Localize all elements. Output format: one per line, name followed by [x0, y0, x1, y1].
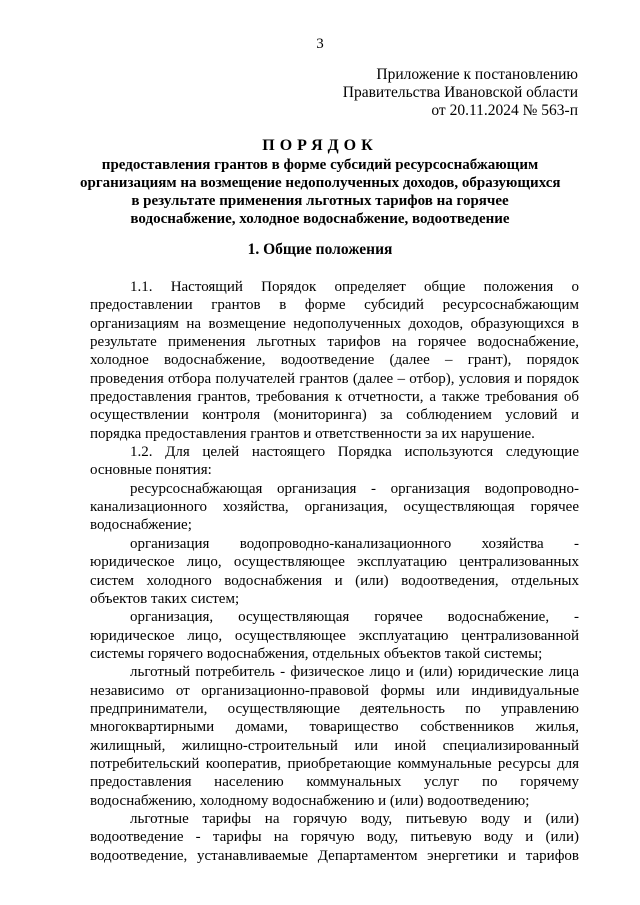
body-line: порядка предоставления грантов и ответственности за их нарушение.: [90, 425, 535, 442]
page-number: 3: [316, 36, 324, 52]
body-line: объектов таких систем;: [90, 590, 240, 607]
body-line: юридическое лицо, осуществляющее эксплуатацию централизованных: [90, 554, 579, 571]
body-text: [90, 278, 579, 865]
body-line: результате применения льготных тарифов на горячее водоснабжение,: [90, 334, 579, 351]
body-line: осуществлении контроля (мониторинга) за соблюдением условий и: [90, 407, 579, 424]
body-line: предоставлении грантов в форме субсидий ресурсоснабжающим: [90, 297, 579, 314]
body-line: жилищный, жилищно-строительный или иной специализированный: [90, 737, 579, 754]
body-line: предоставления грантов, требования к отчетности, а также требования об: [90, 389, 579, 406]
appendix-line: Приложение к постановлению: [376, 66, 578, 83]
body-line: систем холодного водоснабжения и (или) водоотведения, отдельных: [90, 572, 579, 589]
subtitle-line: организациям на возмещение недополученных доходов, образующихся: [80, 175, 561, 191]
body-line: независимо от организационно-правовой формы или индивидуальные: [90, 682, 579, 699]
body-line: многоквартирными домами, товарищество собственников жилья,: [90, 719, 579, 736]
body-line: проведения отбора получателей грантов (далее – отбор), условия и порядок: [90, 370, 579, 387]
document-subtitle: [80, 156, 560, 228]
body-line: потребительский кооператив, приобретающие коммунальные ресурсы для: [90, 755, 579, 772]
appendix-header: [343, 66, 578, 120]
body-line: организациям на возмещение недополученных доходов, образующихся в: [90, 315, 579, 332]
body-line: предоставления населению коммунальных услуг по горячему: [90, 774, 579, 791]
body-line: холодное водоснабжение, водоотведение (далее – грант), порядок: [90, 352, 579, 369]
body-line: 1.1. Настоящий Порядок определяет общие положения о: [130, 279, 579, 295]
body-line: предприниматели, осуществляющие деятельность по управлению: [90, 700, 579, 717]
body-line: 1.2. Для целей настоящего Порядка используются следующие: [130, 444, 579, 461]
body-line: водоотведение, устанавливаемые Департаментом энергетики и тарифов: [90, 847, 579, 864]
subtitle-line: предоставления грантов в форме субсидий ресурсоснабжающим: [101, 157, 539, 173]
body-line: системы горячего водоснабжения, отдельных объектов такой системы;: [90, 645, 543, 662]
body-line: юридическое лицо, осуществляющее эксплуатацию централизованной: [90, 627, 579, 644]
body-line: водоснабжению, холодному водоснабжению и (или) водоотведению;: [90, 792, 530, 809]
body-line: льготный потребитель - физическое лицо и (или) юридические лица: [130, 664, 579, 681]
body-line: канализационного хозяйства, организация, осуществляющая горячее: [90, 499, 579, 516]
body-line: организация, осуществляющая горячее водоснабжение, -: [130, 609, 579, 626]
body-line: водоснабжение;: [90, 517, 192, 534]
body-line: льготные тарифы на горячую воду, питьевую воду и (или): [130, 810, 579, 827]
body-line: ресурсоснабжающая организация - организация водопроводно-: [130, 480, 579, 497]
appendix-line: от 20.11.2024 № 563-п: [431, 102, 578, 119]
subtitle-line: в результате применения льготных тарифов на горячее: [131, 193, 509, 209]
document-title: ПОРЯДОК: [262, 137, 378, 154]
body-line: водоотведение - тарифы на горячую воду, питьевую воду и (или): [90, 829, 579, 846]
subtitle-line: водоснабжение, холодное водоснабжение, водоотведение: [130, 211, 510, 227]
appendix-line: Правительства Ивановской области: [342, 84, 578, 101]
section-heading: 1. Общие положения: [247, 241, 393, 258]
body-line: организация водопроводно-канализационного хозяйства -: [130, 535, 579, 552]
body-line: основные понятия:: [90, 462, 212, 479]
